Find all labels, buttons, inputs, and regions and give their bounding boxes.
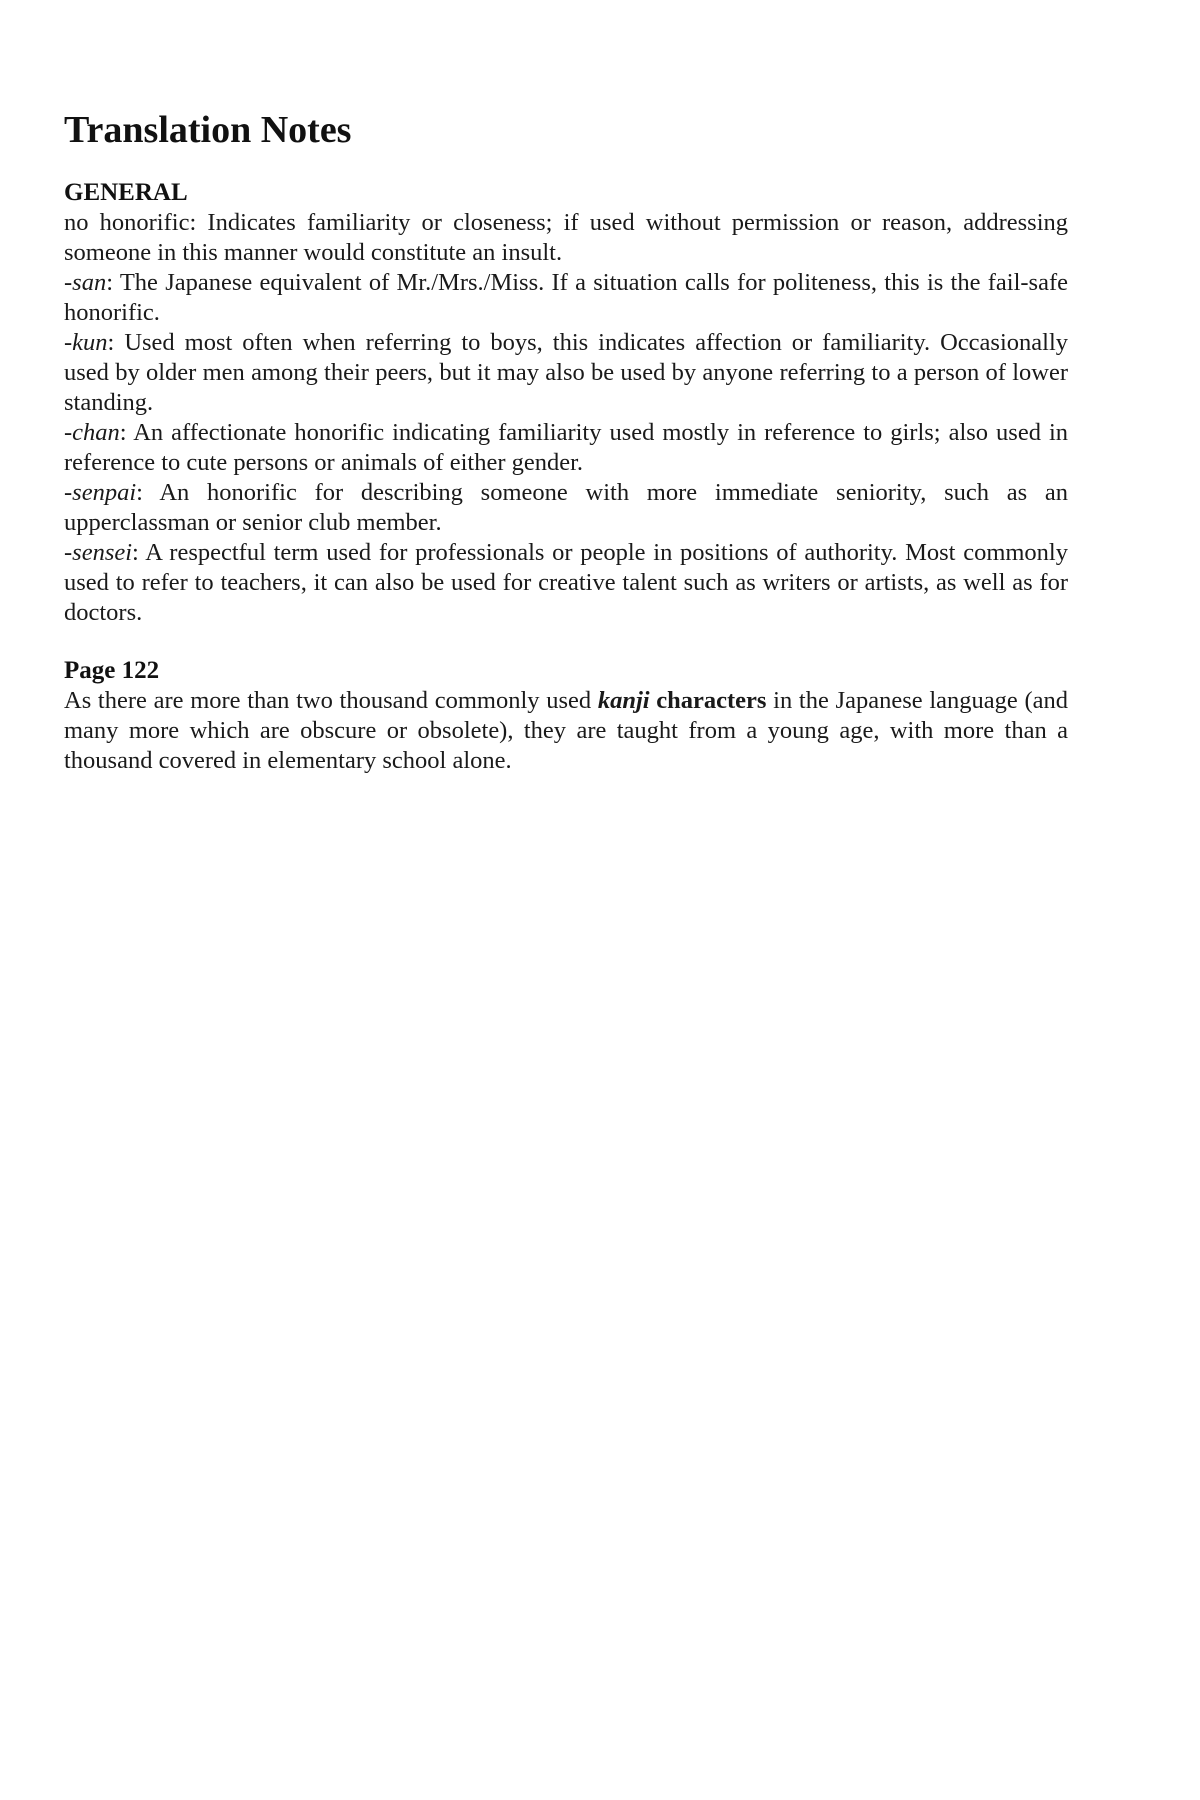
page-note-text-before: As there are more than two thousand commonly used xyxy=(64,687,598,714)
honorific-entry-kun xyxy=(64,328,1068,418)
honorific-entry-sensei xyxy=(64,538,1068,628)
characters-term: characters xyxy=(649,687,767,714)
kanji-term: kanji xyxy=(597,687,650,714)
honorific-term: -kun xyxy=(64,329,108,356)
honorific-term: -san xyxy=(64,269,107,296)
page-note-text-after: in the Japanese language (and many more which are obscure or obsolete), they are taught from a young age, with more than a thousand covered in elementary school alone. xyxy=(64,687,1068,774)
honorific-entry-senpai xyxy=(64,478,1068,538)
honorific-description: : A respectful term used for professionals or people in positions of authority. Most commonly used to refer to teachers, it can also be used for creative talent such as writers or artists, as well as for doctors. xyxy=(64,539,1068,626)
page-note-heading: Page 122 xyxy=(64,657,160,684)
honorific-term: -chan xyxy=(64,419,120,446)
honorific-entry-none xyxy=(64,208,1068,268)
honorific-description: : The Japanese equivalent of Mr./Mrs./Miss. If a situation calls for politeness, this is the fail-safe honorific. xyxy=(64,269,1068,326)
honorific-entry-chan xyxy=(64,418,1068,478)
general-section xyxy=(64,178,1068,628)
page-title: Translation Notes xyxy=(64,109,352,151)
page-note-body xyxy=(64,686,1068,776)
honorific-description: : An honorific for describing someone with more immediate seniority, such as an upperclassman or senior club member. xyxy=(64,479,1068,536)
document-page xyxy=(64,108,1068,804)
page-note-section xyxy=(64,656,1068,776)
honorific-term: -senpai xyxy=(64,479,137,506)
general-heading: GENERAL xyxy=(64,179,188,206)
honorific-description: no honorific: Indicates familiarity or closeness; if used without permission or reason, addressing someone in this manner would constitute an insult. xyxy=(64,209,1068,266)
honorific-term: -sensei xyxy=(64,539,133,566)
honorific-description: : An affectionate honorific indicating familiarity used mostly in reference to girls; also used in reference to cute persons or animals of either gender. xyxy=(64,419,1068,476)
honorific-description: : Used most often when referring to boys, this indicates affection or familiarity. Occasionally used by older men among their peers, but it may also be used by anyone referring to a person of lower standing. xyxy=(64,329,1068,416)
honorific-entry-san xyxy=(64,268,1068,328)
